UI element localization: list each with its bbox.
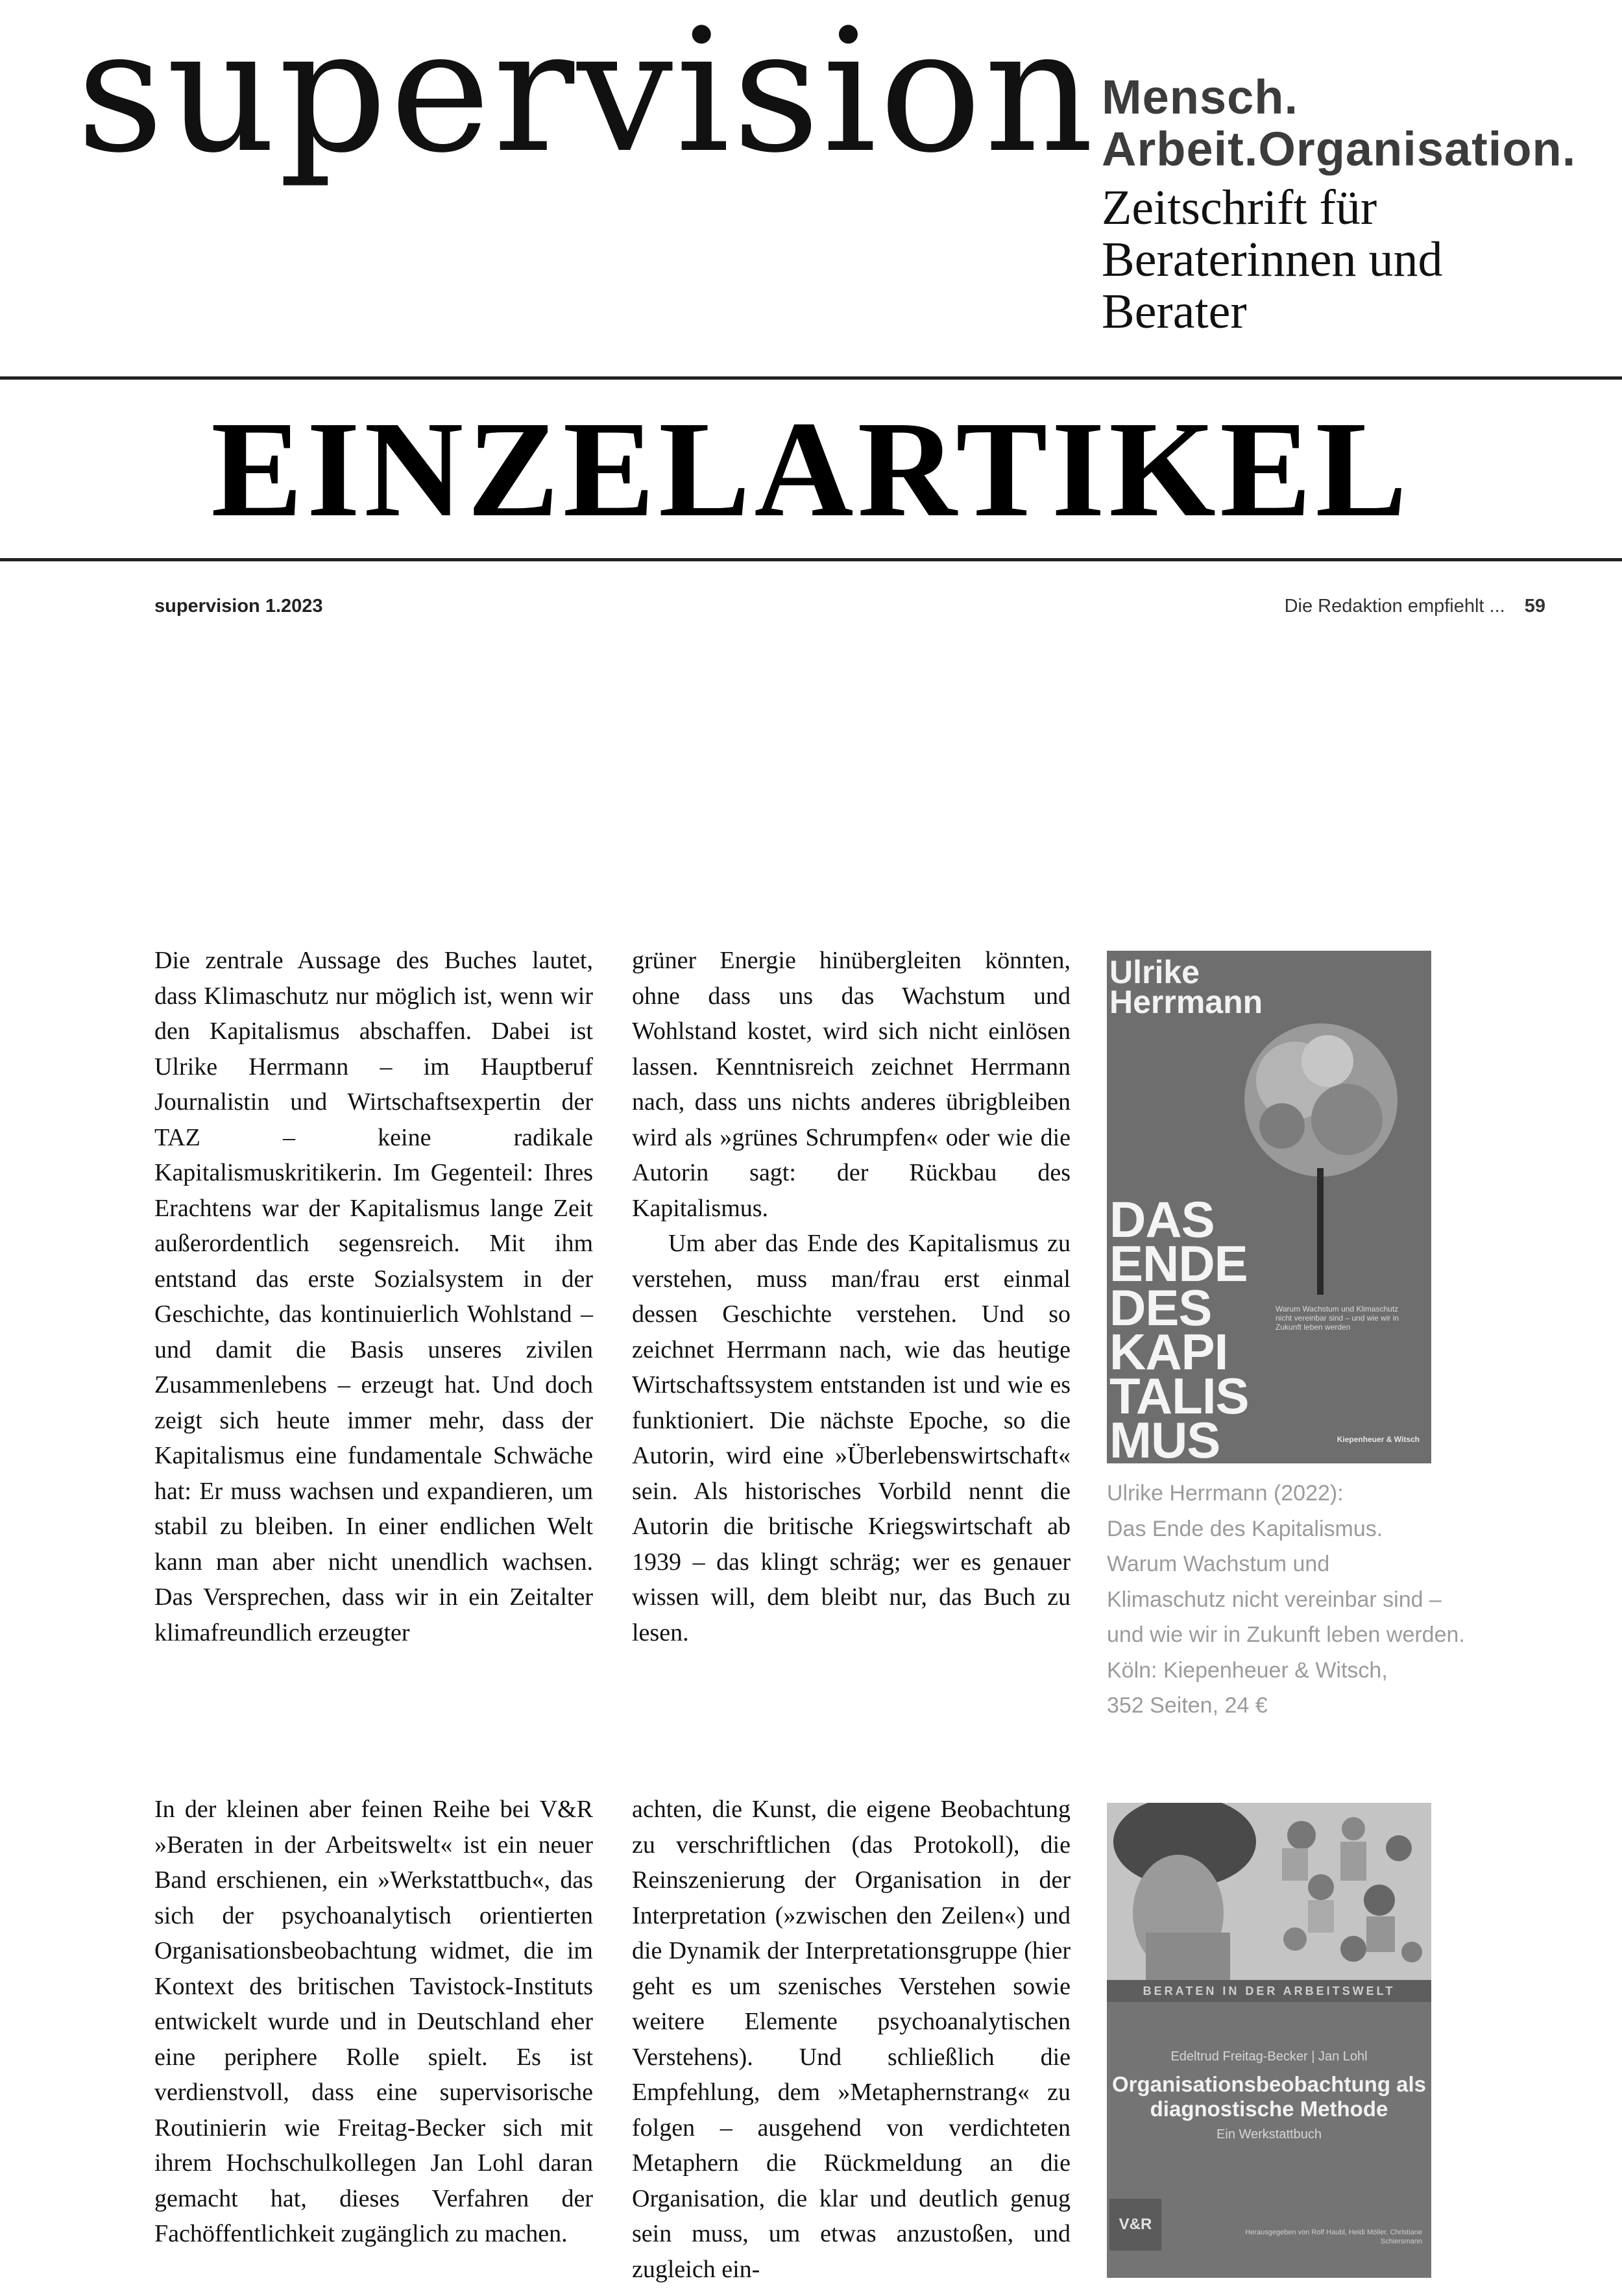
banner-title: EINZELARTIKEL bbox=[211, 393, 1411, 545]
cover-title: Organisationsbeobachtung als diagnostische Methode bbox=[1111, 2072, 1427, 2121]
tagline-line: Arbeit.Organisation. bbox=[1102, 122, 1577, 176]
masthead bbox=[0, 0, 1622, 376]
page-number: 59 bbox=[1524, 596, 1545, 617]
subtitle-line: Zeitschrift für bbox=[1102, 180, 1377, 235]
subtitle-line: Beraterinnen und bbox=[1102, 232, 1443, 287]
subtitle-line: Berater bbox=[1102, 284, 1247, 339]
cover-subtitle: Ein Werkstattbuch bbox=[1216, 2127, 1322, 2142]
divider-top bbox=[0, 376, 1622, 380]
cover-blurb: Warum Wachstum und Klimaschutz nicht vereinbar sind – und wie wir in Zukunft leben werden bbox=[1276, 1304, 1399, 1332]
caption-line: Warum Wachstum und bbox=[1107, 1552, 1330, 1576]
cover-author bbox=[1109, 954, 1263, 1020]
tagline-line: Mensch. bbox=[1102, 70, 1299, 124]
review1-column2 bbox=[632, 943, 1071, 1650]
cover-title-line: MUS bbox=[1109, 1411, 1220, 1463]
caption-line: Klimaschutz nicht vereinbar sind – bbox=[1107, 1587, 1442, 1612]
book-cover-kapitalismus bbox=[1107, 951, 1431, 1463]
paragraph: In der kleinen aber feinen Reihe bei V&R »Beraten in der Arbeitswelt« ist ein neuer Band erschienen, ein »Werkstattbuch«, das sich der psychoanalytisch orientierten Organisationsbeobachtung widmet, die im Kontext des britischen Tavistock-Instituts entwickelt wurde und in Deutschland eher eine periphere Rolle spielt. Es ist verdienstvoll, dass eine supervisorische Routinierin wie Freitag-Becker sich mit ihrem Hochschulkollegen Jan Lohl daran gemacht hat, dieses Verfahren der Fachöffentlichkeit zugänglich zu machen. bbox=[154, 1796, 593, 2247]
book1-caption bbox=[1107, 1476, 1561, 1724]
review1-column1 bbox=[154, 943, 593, 1650]
paragraph: Um aber das Ende des Kapitalismus zu verstehen, muss man/frau erst einmal dessen Geschichte verstehen. Und so zeichnet Herrmann nach, wie das heutige Wirtschaftssystem entstanden ist und wie es funktioniert. Die nächste Epoche, so die Autorin, wird eine »Überlebenswirtschaft« sein. Als historisches Vorbild nennt die Autorin die britische Kriegswirtschaft ab 1939 – das klingt schräg; wer es genauer wissen will, dem bleibt nur, das Buch zu lesen. bbox=[632, 1230, 1071, 1646]
journal-subtitle bbox=[1102, 182, 1442, 337]
paragraph: achten, die Kunst, die eigene Beobachtung zu verschriftlichen (das Protokoll), die Reinszenierung der Organisation in der Interpretation (»zwischen den Zeilen«) und die Dynamik der Interpretationsgruppe (hier geht es um szenisches Verstehen sowie weitere Elemente psychoanalytischen Verstehens). Und schließlich die Empfehlung, dem »Metaphernstrang« zu folgen – ausgehend von verdichteten Metaphern die Rückmeldung an die Organisation, die klar und deutlich genug sein muss, um etwas anzustoßen, und zugleich ein- bbox=[632, 1796, 1071, 2283]
cover-publisher: Kiepenheuer & Witsch bbox=[1337, 1435, 1420, 1444]
caption-line: Köln: Kiepenheuer & Witsch, bbox=[1107, 1657, 1388, 1683]
book-cover-organisationsbeobachtung bbox=[1107, 1803, 1431, 2278]
journal-title: supervision bbox=[77, 0, 1096, 190]
review2-column1 bbox=[154, 1792, 593, 2252]
cover-author-text: Ulrike Herrmann bbox=[1109, 954, 1263, 1020]
paragraph: grüner Energie hinübergleiten könnten, ohne dass uns das Wachstum und Wohlstand kostet, wird sich nicht einlösen lassen. Kenntnisreich zeichnet Herrmann nach, dass uns nichts anderes übrigbleiben wird als »grünes Schrumpfen« oder wie die Autorin sagt: der Rückbau des Kapitalismus. bbox=[632, 947, 1071, 1222]
review2-column2 bbox=[632, 1792, 1071, 2287]
cover-title bbox=[1109, 1191, 1249, 1463]
caption-line: 352 Seiten, 24 € bbox=[1107, 1693, 1268, 1718]
running-header-issue: supervision 1.2023 bbox=[154, 596, 323, 617]
cover-authors: Edeltrud Freitag-Becker | Jan Lohl bbox=[1170, 2049, 1368, 2064]
cover-title-line: TALIS bbox=[1109, 1367, 1249, 1424]
running-header-section bbox=[1285, 596, 1545, 617]
caption-line: Ulrike Herrmann (2022): bbox=[1107, 1481, 1344, 1506]
cover-illustration bbox=[1107, 1803, 1431, 1980]
cover-title-line: KAPI bbox=[1109, 1323, 1228, 1380]
section-label: Die Redaktion empfiehlt ... bbox=[1284, 596, 1505, 617]
caption-line: Das Ende des Kapitalismus. bbox=[1107, 1516, 1383, 1541]
cover-title-line: ENDE bbox=[1109, 1235, 1248, 1292]
journal-tagline bbox=[1102, 71, 1576, 175]
divider-bottom bbox=[0, 558, 1622, 561]
paragraph: Die zentrale Aussage des Buches lautet, dass Klimaschutz nur möglich ist, wenn wir den Kapitalismus abschaffen. Dabei ist Ulrike Herrmann – im Hauptberuf Journalistin und Wirtschaftsexpertin der TAZ – keine radikale Kapitalismuskritikerin. Im Gegenteil: Ihres Erachtens war der Kapitalismus lange Zeit außerordentlich segensreich. Mit ihm entstand das erste Sozialsystem in der Geschichte, das kontinuierlich Wohlstand – und damit die Basis unseres zivilen Zusammenlebens – erzeugt hat. Und doch zeigt sich heute immer mehr, dass der Kapitalismus eine fundamentale Schwäche hat: Er muss wachsen und expandieren, um stabil zu bleiben. In einer endlichen Welt kann man aber nicht unendlich wachsen. Das Versprechen, dass wir in ein Zeitalter klimafreundlich erzeugter bbox=[154, 947, 593, 1646]
cover-title-line: DAS bbox=[1109, 1191, 1215, 1248]
cover-editors: Herausgegeben von Rolf Haubl, Heidi Möller, Christiane Schiersmann bbox=[1245, 2229, 1422, 2245]
cover-title-line: DES bbox=[1109, 1279, 1212, 1336]
publisher-logo: V&R bbox=[1109, 2199, 1161, 2251]
series-banner: BERATEN IN DER ARBEITSWELT bbox=[1107, 1980, 1431, 2002]
caption-line: und wie wir in Zukunft leben werden. bbox=[1107, 1622, 1465, 1647]
